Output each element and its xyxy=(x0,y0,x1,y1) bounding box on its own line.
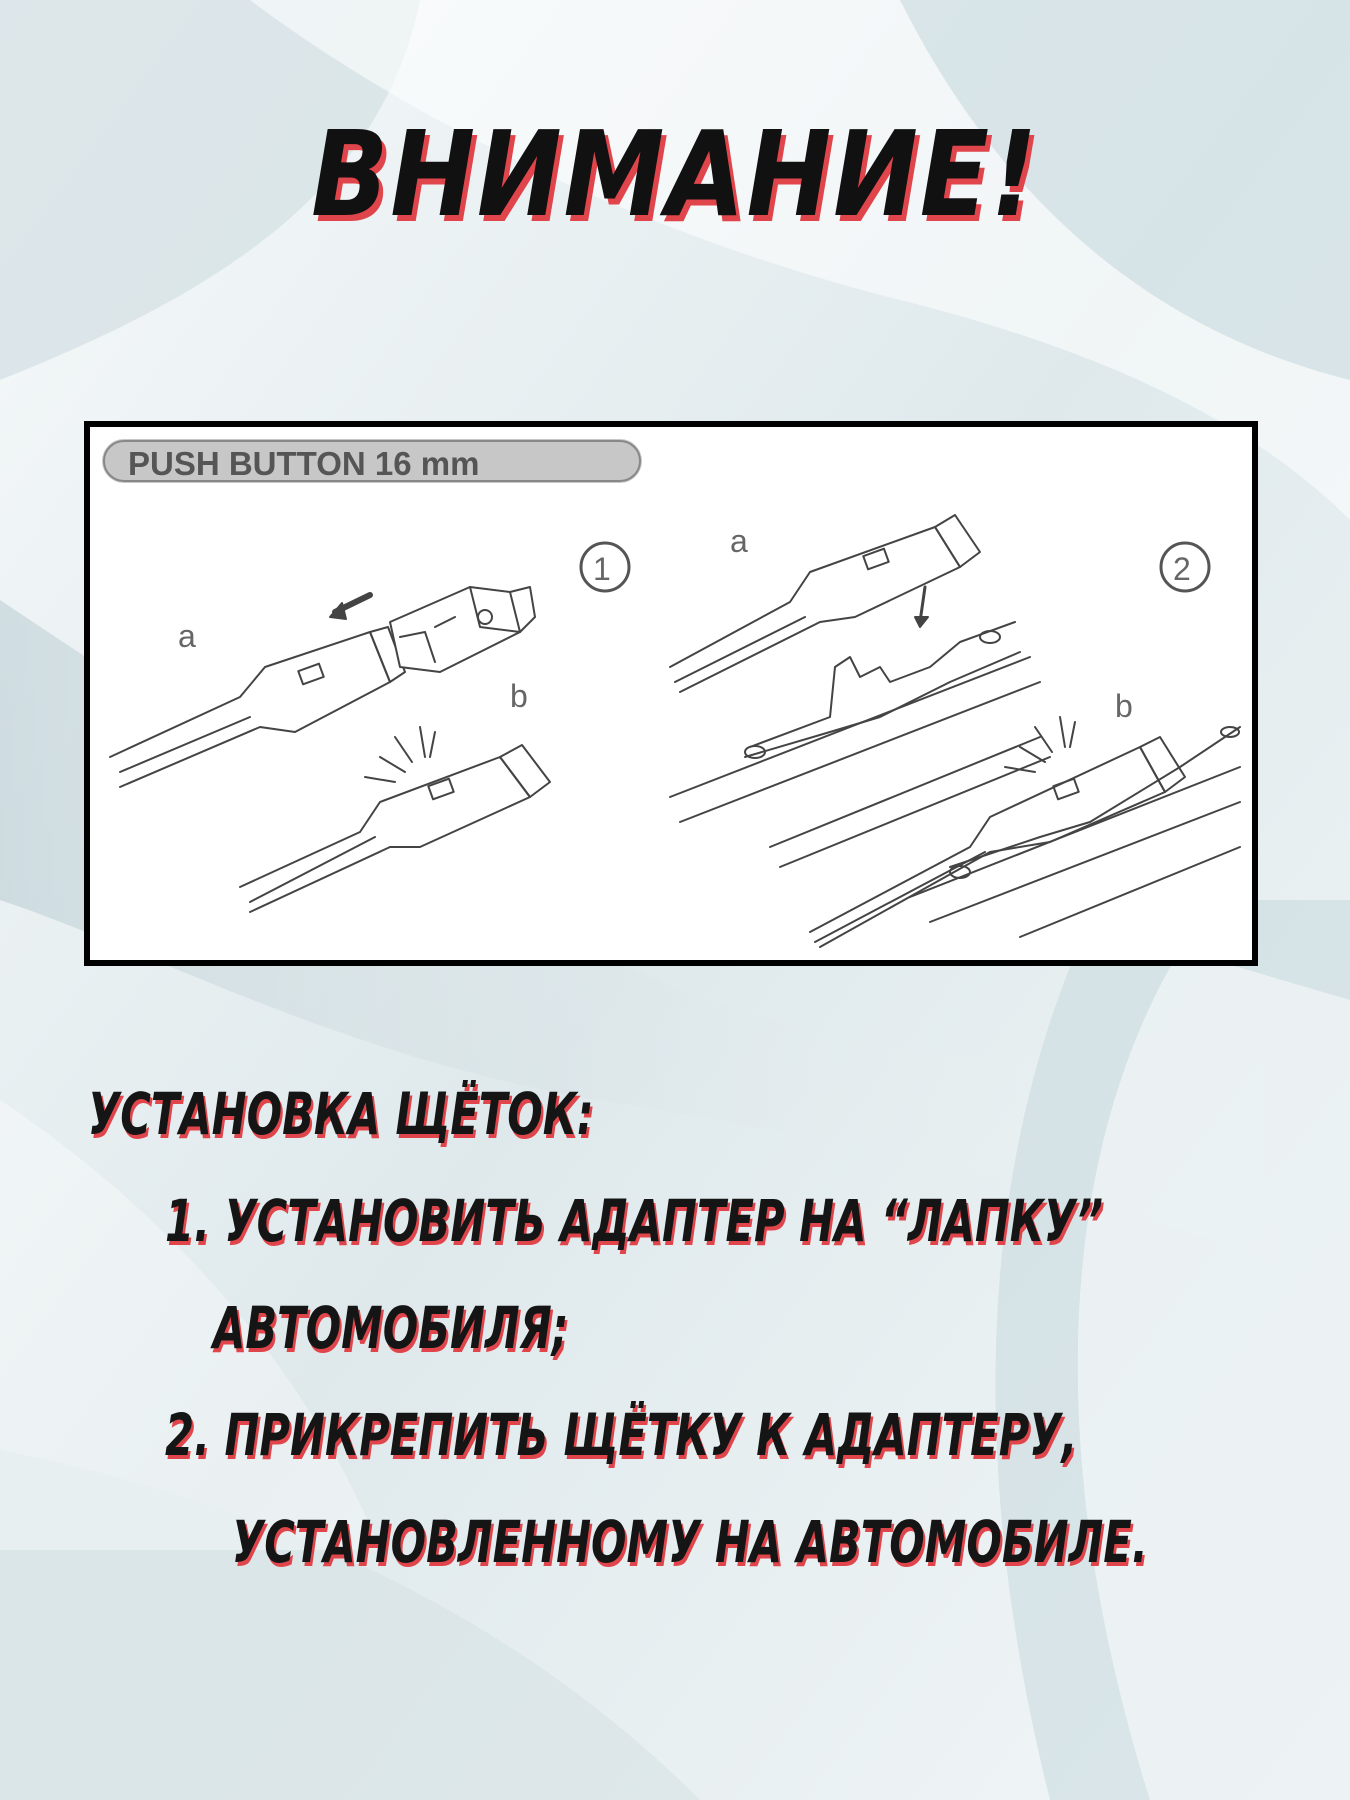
label-1b: b xyxy=(510,678,528,714)
installation-diagram xyxy=(84,421,1258,966)
instruction-step1-line2: АВТОМОБИЛЯ; xyxy=(213,1294,569,1362)
label-2b: b xyxy=(1115,688,1133,724)
step1b-arm-illustration xyxy=(240,727,550,912)
instruction-step2-line2: УСТАНОВЛЕННОМУ НА АВТОМОБИЛЕ. xyxy=(232,1508,1148,1576)
instruction-step1-line1: 1. УСТАНОВИТЬ АДАПТЕР НА “ЛАПКУ” xyxy=(165,1187,1104,1255)
step2b-arm-illustration xyxy=(810,717,1240,947)
instruction-step2-line1: 2. ПРИКРЕПИТЬ ЩЁТКУ К АДАПТЕРУ, xyxy=(165,1401,1078,1469)
label-2a: a xyxy=(730,523,748,559)
step2a-arm-illustration xyxy=(670,515,1050,867)
step1a-arm-illustration xyxy=(110,627,405,787)
instructions-heading: УСТАНОВКА ЩЁТОК: xyxy=(88,1080,594,1148)
push-button-badge xyxy=(102,439,642,483)
adapter-piece-illustration xyxy=(330,587,535,672)
page-title: ВНИМАНИЕ! xyxy=(311,105,1039,243)
label-1a: a xyxy=(178,618,196,654)
step1-number: 1 xyxy=(593,551,611,587)
step2-number: 2 xyxy=(1173,551,1191,587)
badge-label: PUSH BUTTON 16 mm xyxy=(128,445,480,482)
